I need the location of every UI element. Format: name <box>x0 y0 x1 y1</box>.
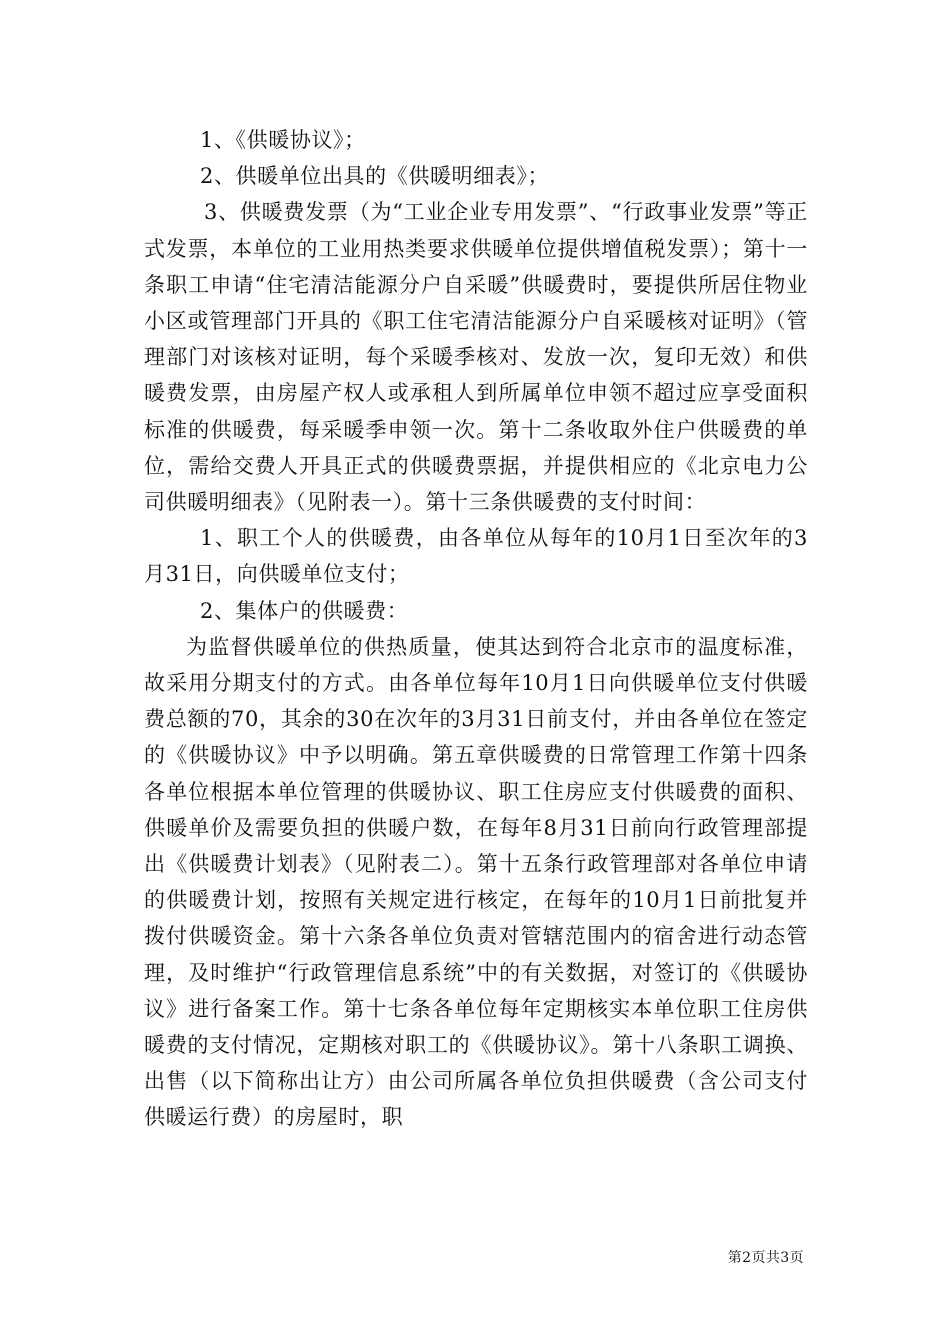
paragraph-clause-11-12-13: 3、供暖费发票（为“工业企业专用发票”、“行政事业发票”等正式发票，本单位的工业用热类要求供暖单位提供增值税发票）；第十一条职工申请“住宅清洁能源分户自采暖”供暖费时，要提供所居住物业小区或管理部门开具的《职工住宅清洁能源分户自采暖核对证明》（管理部门对该核对证明，每个采暖季核对、发放一次，复印无效）和供暖费发票，由房屋产权人或承租人到所属单位申领不超过应享受面积标准的供暖费，每采暖季申领一次。第十二条收取外住户供暖费的单位，需给交费人开具正式的供暖费票据，并提供相应的《北京电力公司供暖明细表》（见附表一）。第十三条供暖费的支付时间： <box>144 200 808 515</box>
paragraph-item-2: 2、供暖单位出具的《供暖明细表》； <box>200 164 550 189</box>
document-body <box>144 122 808 1136</box>
page-number: 第2页共3页 <box>727 1250 804 1266</box>
paragraph-payment-individual: 1、职工个人的供暖费，由各单位从每年的10月1日至次年的3月31日，向供暖单位支付； <box>144 526 808 587</box>
paragraph-chapter-5: 为监督供暖单位的供热质量，使其达到符合北京市的温度标准，故采用分期支付的方式。由各单位每年10月1日向供暖单位支付供暖费总额的70，其余的30在次年的3月31日前支付，并由各单位在签定的《供暖协议》中予以明确。第五章供暖费的日常管理工作第十四条各单位根据本单位管理的供暖协议、职工住房应支付供暖费的面积、供暖单价及需要负担的供暖户数，在每年8月31日前向行政管理部提出《供暖费计划表》（见附表二）。第十五条行政管理部对各单位申请的供暖费计划，按照有关规定进行核定，在每年的10月1日前批复并拨付供暖资金。第十六条各单位负责对管辖范围内的宿舍进行动态管理，及时维护“行政管理信息系统”中的有关数据，对签订的《供暖协议》进行备案工作。第十七条各单位每年定期核实本单位职工住房供暖费的支付情况，定期核对职工的《供暖协议》。第十八条职工调换、出售（以下简称出让方）由公司所属各单位负担供暖费（含公司支付供暖运行费）的房屋时，职 <box>144 634 808 1130</box>
paragraph-payment-collective: 2、集体户的供暖费： <box>200 598 409 623</box>
paragraph-item-1: 1、《供暖协议》； <box>200 128 366 152</box>
